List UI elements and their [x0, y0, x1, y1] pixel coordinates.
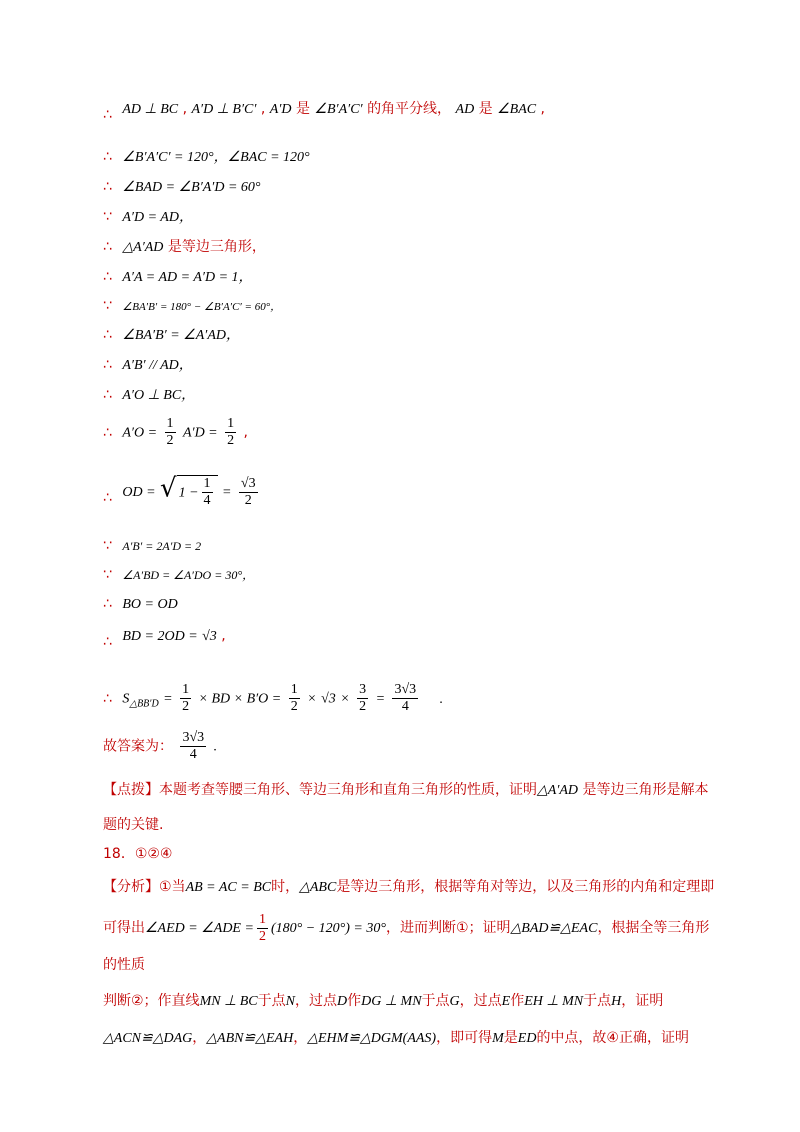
answer-line: 故答案为： $\frac{3√3}{4}$ . [103, 730, 218, 762]
math-a-d-perp: A′D ⊥ B′C′ [191, 102, 257, 117]
text-equilateral: 是等边三角形， [167, 239, 266, 255]
proof-line-1: ∴ AD ⊥ BC , A′D ⊥ B′C′ , A′D 是 ∠B′A′C′ 的角平分线， AD 是 ∠BAC , [103, 101, 545, 123]
math-sides-1: A′A = AD = A′D = 1， [122, 270, 253, 285]
proof-line-2: ∴ ∠B′A′C′ = 120°，∠BAC = 120° [103, 149, 310, 165]
analysis-line-3: 判断②；作直线MN ⊥ BC于点N，过点D作DG ⊥ MN于点G，过点E作EH ⊥ MN于点H，证明 [103, 993, 664, 1009]
text-shi-2: 是 [478, 101, 493, 117]
proof-line-3: ∴ ∠BAD = ∠B′A′D = 60° [103, 179, 261, 195]
question-18-answer: 18．①②④ [103, 846, 173, 862]
proof-line-5: ∴ △A′AD 是等边三角形， [103, 239, 266, 255]
math-ab-2: A′B′ = 2A′D = 2 [122, 539, 202, 553]
proof-line-17: ∴ $S_{\triangle BB'D}$ = $\frac{1}{2}$ × BD × B′O = $\frac{1}{2}$ × √3 × $\frac{3}{2}$ = $\frac{3√3}{4}$ . [103, 682, 444, 714]
fraction-half-analysis: $\frac{1}{2}$ [258, 911, 266, 944]
comment-head: 【点拨】 [103, 782, 159, 798]
comment-body-2: 是等边三角形是解本 [582, 782, 709, 798]
text-shi: 是 [295, 101, 310, 117]
math-angles-60: ∠BAD = ∠B′A′D = 60° [122, 180, 261, 195]
comment-body-3: 题的关键. [103, 817, 164, 833]
fraction-half: $\frac{1}{2}$ [166, 416, 174, 448]
fraction-3root3-over-4: $\frac{3√3}{4}$ [394, 682, 417, 714]
fraction-half-2: $\frac{1}{2}$ [227, 416, 235, 448]
fraction-half-3: $\frac{1}{2}$ [182, 682, 190, 714]
math-ao-perp: A′O ⊥ BC， [122, 388, 196, 403]
comment-paragraph [103, 773, 723, 842]
math-bd-2od: BD = 2OD = [122, 629, 198, 644]
math-angles-120: ∠B′A′C′ = 120°，∠BAC = 120° [122, 150, 310, 165]
sqrt-expression: √ 1 − $\frac{1}{4}$ [160, 475, 218, 509]
analysis-line-1: 【分析】①当AB = AC = BC时，△ABC是等边三角形，根据等角对等边，以及三角形的内角和定理即 [103, 879, 715, 895]
math-area-subscript: △BB′D [129, 698, 159, 710]
comment-triangle: △A′AD [537, 783, 579, 798]
math-parallel: A′B′ // AD， [122, 358, 193, 373]
math-triangle-aad: △A′AD [122, 240, 164, 255]
answer-fraction: $\frac{3√3}{4}$ [182, 730, 205, 762]
math-angle-equal: ∠BA′B′ = ∠A′AD， [122, 328, 240, 343]
math-angle-b-a-c: ∠B′A′C′ [314, 102, 363, 117]
math-angle-180: ∠BA′B′ = 180° − ∠B′A′C′ = 60°， [122, 301, 282, 313]
math-od-label: OD = [122, 485, 156, 500]
fraction-half-4: $\frac{1}{2}$ [290, 682, 298, 714]
proof-line-7: ∵ ∠BA′B′ = 180° − ∠B′A′C′ = 60°， [103, 298, 282, 314]
fraction-root3-over-2: $\frac{√3}{2}$ [240, 475, 256, 508]
proof-line-14: ∵ ∠A′BD = ∠A′DO = 30°， [103, 567, 255, 583]
proof-line-8: ∴ ∠BA′B′ = ∠A′AD， [103, 327, 240, 343]
math-a-d: A′D [269, 102, 292, 117]
math-ad-equal: A′D = AD， [122, 210, 193, 225]
math-angle-bac: ∠BAC [497, 102, 537, 117]
proof-line-15: ∴ BO = OD [103, 596, 178, 612]
therefore-symbol: ∴ [103, 107, 112, 123]
math-ad: AD [455, 102, 475, 117]
comment-body-1: 本题考查等腰三角形、等边三角形和直角三角形的性质，证明 [159, 782, 537, 798]
math-bo-od: BO = OD [122, 597, 178, 612]
text-bisector: 的角平分线， [367, 101, 452, 117]
proof-line-16: ∴ BD = 2OD = √3 , [103, 628, 226, 650]
analysis-paragraph [103, 869, 723, 1057]
fraction-three-halves: $\frac{3}{2}$ [359, 682, 367, 714]
answer-label: 故答案为： [103, 738, 173, 755]
math-ao-label: A′O = [122, 425, 158, 441]
proof-line-11: ∴ A′O = $\frac{1}{2}$ A′D = $\frac{1}{2}$ , [103, 416, 248, 448]
math-angle-30: ∠A′BD = ∠A′DO = 30°， [122, 568, 255, 582]
proof-line-6: ∴ A′A = AD = A′D = 1， [103, 269, 253, 285]
analysis-line-2: 可得出∠AED = ∠ADE = $\frac{1}{2}$ (180° − 120°) = 30°，进而判断①；证明△BAD≌△EAC，根据全等三角形的性质 [103, 911, 710, 973]
math-area-s: S [122, 691, 130, 707]
proof-line-12: ∴ OD = √ 1 − $\frac{1}{4}$ = $\frac{√3}{2}$ [103, 473, 256, 508]
analysis-line-4: △ACN≌△DAG，△ABN≌△EAH，△EHM≌△DGM(AAS)，即可得M是ED的中点，故④正确，证明 [103, 1030, 689, 1046]
analysis-head: 【分析】 [103, 879, 159, 895]
math-ad-label: A′D = [182, 425, 218, 441]
proof-line-9: ∴ A′B′ // AD， [103, 357, 193, 373]
question-18-heading [103, 845, 172, 863]
math-ad-perp-bc: AD ⊥ BC [122, 102, 179, 117]
proof-line-10: ∴ A′O ⊥ BC， [103, 387, 196, 403]
proof-line-13: ∵ A′B′ = 2A′D = 2 [103, 538, 202, 554]
proof-line-4: ∵ A′D = AD， [103, 209, 193, 225]
